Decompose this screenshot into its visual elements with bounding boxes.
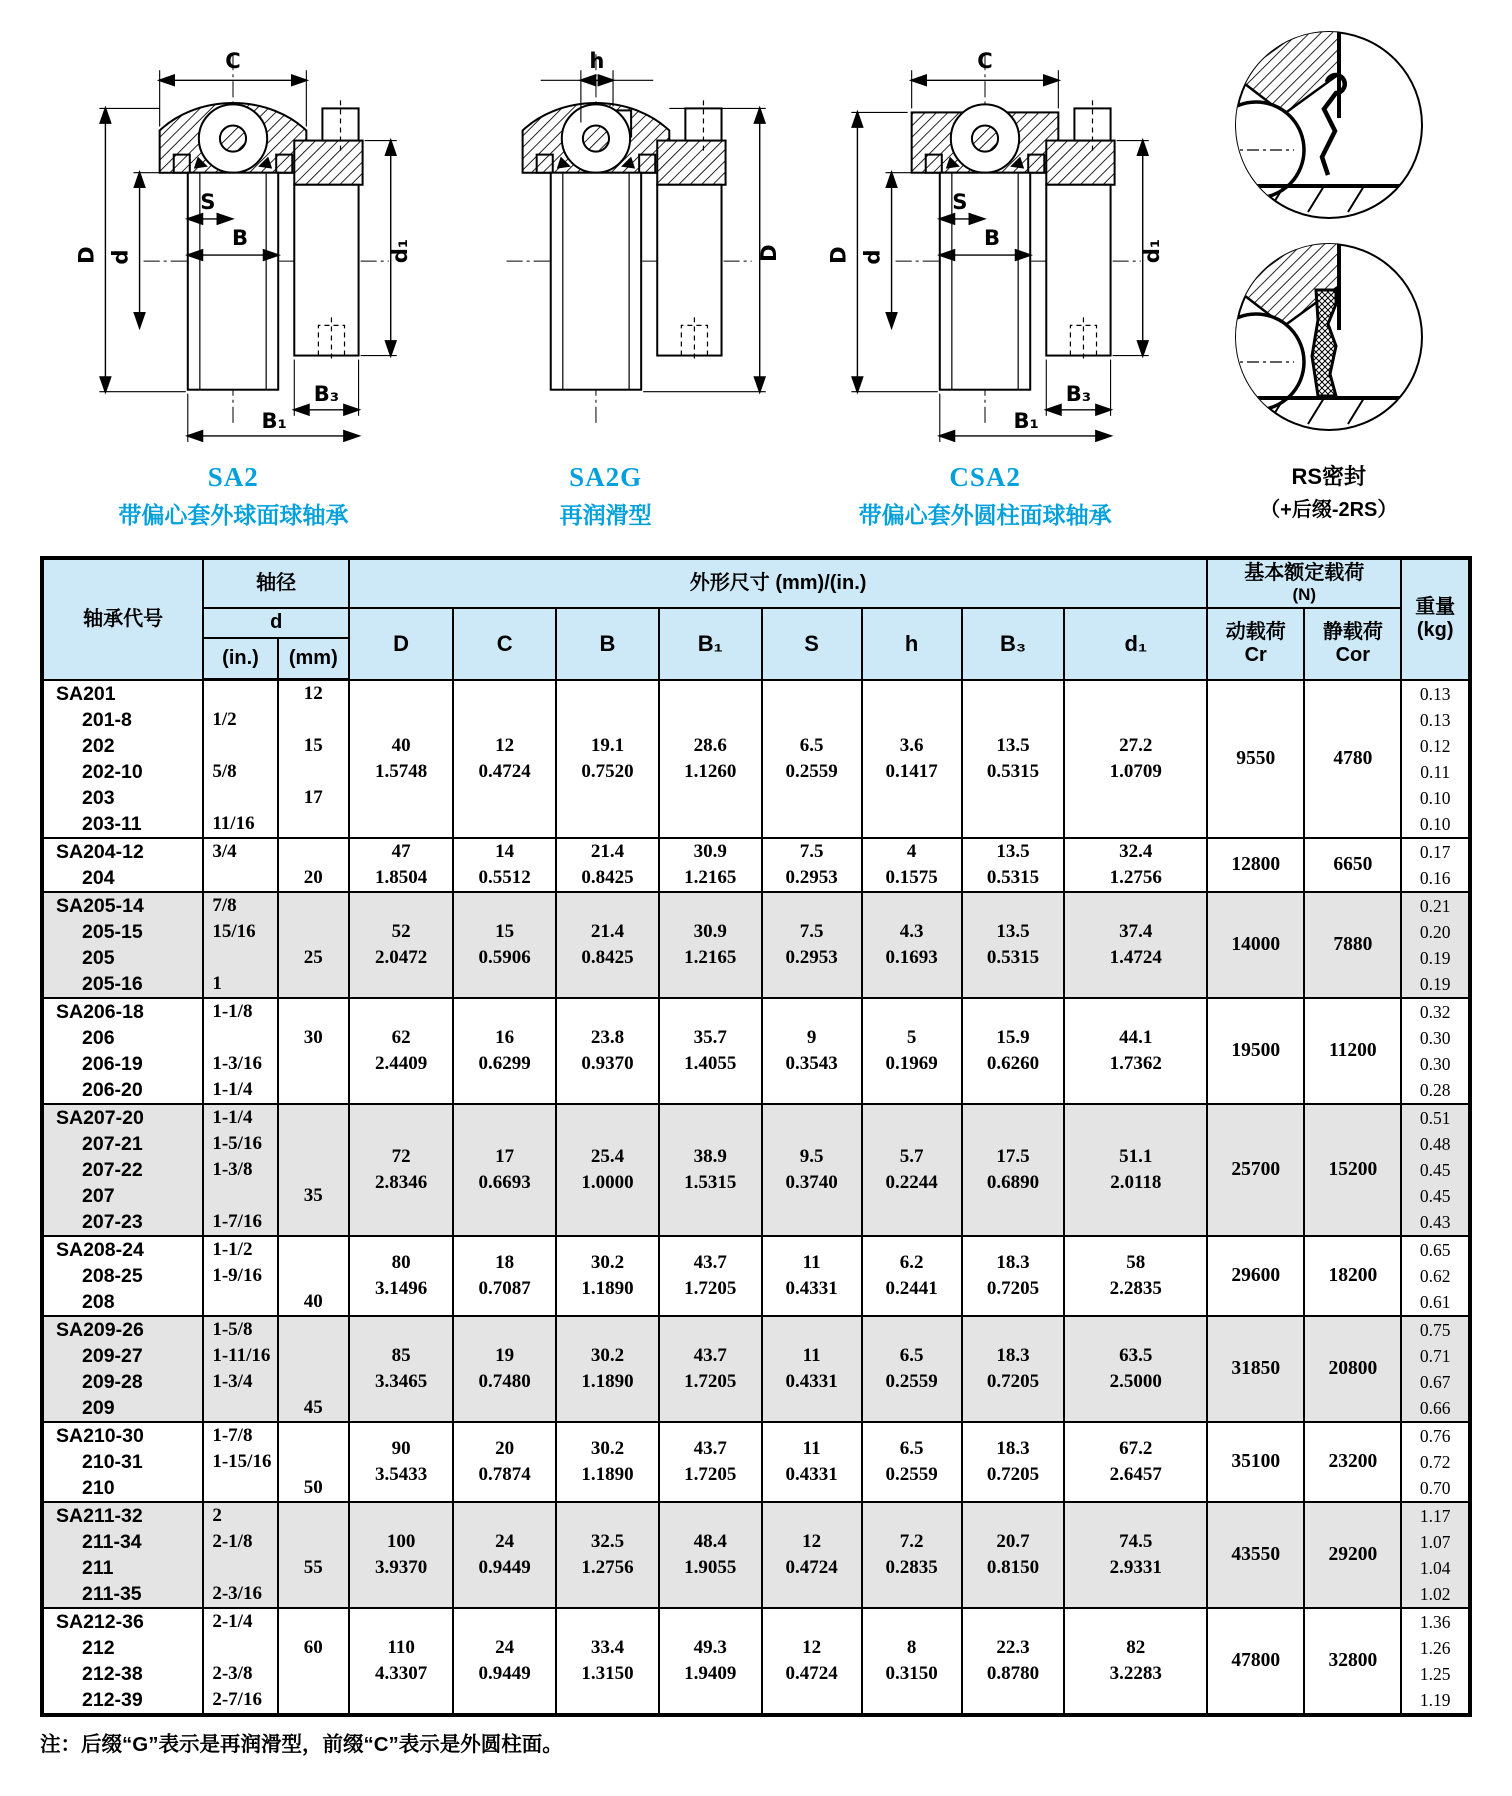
dimension-cell-C: 17 0.6693 <box>453 1104 556 1236</box>
ball-hub <box>583 125 609 151</box>
ball-hub <box>220 125 246 151</box>
inner-ring-left <box>536 155 552 173</box>
col-header-B: B <box>556 608 659 680</box>
table-body <box>42 680 1470 1716</box>
table-row-SA201 <box>42 680 1470 839</box>
bearing-code-cell: SA209-26 209-27 209-28 209 <box>42 1316 203 1422</box>
dimension-cell-B: 30.2 1.1890 <box>556 1422 659 1502</box>
dimension-cell-D: 80 3.1496 <box>349 1236 453 1316</box>
dimension-cell-B₃: 22.3 0.8780 <box>962 1608 1065 1715</box>
dimension-cell-S: 12 0.4724 <box>762 1608 862 1715</box>
col-header-load-rating <box>1207 558 1401 608</box>
ball-hub <box>972 125 998 151</box>
dimension-cell-S: 9 0.3543 <box>762 998 862 1104</box>
shaft-inch-cell: 1-1/2 1-9/16 <box>203 1236 277 1316</box>
dimension-cell-d₁: 67.2 2.6457 <box>1064 1422 1207 1502</box>
dim-label-D: D <box>825 246 851 264</box>
dimension-cell-h: 5 0.1969 <box>862 998 962 1104</box>
dimension-cell-D: 100 3.9370 <box>349 1502 453 1608</box>
dim-label-h: h <box>589 48 605 74</box>
col-header-C: C <box>453 608 556 680</box>
dimension-cell-B: 30.2 1.1890 <box>556 1316 659 1422</box>
static-load-label: 静载荷 <box>1322 620 1383 643</box>
dim-label-S: S <box>200 188 216 214</box>
table-row-SA205-14 <box>42 892 1470 998</box>
bearing-code-cell: SA205-14 205-15 205 205-16 <box>42 892 203 998</box>
dimension-cell-B₃: 13.5 0.5315 <box>962 838 1065 892</box>
inner-ring-right <box>277 155 293 173</box>
dimension-cell-d₁: 37.4 1.4724 <box>1064 892 1207 998</box>
dimension-cell-d₁: 32.4 1.2756 <box>1064 838 1207 892</box>
dim-label-C: C <box>977 48 993 74</box>
bearing-code-cell: SA206-18 206 206-19 206-20 <box>42 998 203 1104</box>
dimension-cell-B₃: 17.5 0.6890 <box>962 1104 1065 1236</box>
table-row-SA211-32 <box>42 1502 1470 1608</box>
weight-label: 重量 <box>1415 596 1456 619</box>
dimension-cell-S: 11 0.4331 <box>762 1316 862 1422</box>
shaft-inch-cell: 7/8 15/16 1 <box>203 892 277 998</box>
figure-caption-csa2: 带偏心套外圆柱面球轴承 <box>858 502 1112 528</box>
dimension-cell-d₁: 74.5 2.9331 <box>1064 1502 1207 1608</box>
figure-caption-sa2: 带偏心套外球面球轴承 <box>118 502 349 528</box>
collar-cylinder <box>295 185 359 356</box>
csa2-bearing-drawing <box>795 22 1175 454</box>
dimension-cell-B₃: 18.3 0.7205 <box>962 1316 1065 1422</box>
dynamic-load-cell: 9550 <box>1207 680 1304 839</box>
dimension-cell-h: 6.2 0.2441 <box>862 1236 962 1316</box>
dimension-cell-d₁: 51.1 2.0118 <box>1064 1104 1207 1236</box>
dimension-cell-D: 85 3.3465 <box>349 1316 453 1422</box>
shaft-mm-cell: 40 <box>278 1236 349 1316</box>
seal-caption-suffix: （+后缀-2RS） <box>1260 499 1398 521</box>
dimension-cell-B₁: 35.7 1.4055 <box>659 998 762 1104</box>
static-load-cell: 18200 <box>1304 1236 1401 1316</box>
dimension-cell-B: 21.4 0.8425 <box>556 892 659 998</box>
dynamic-load-cell: 19500 <box>1207 998 1304 1104</box>
dimension-cell-D: 62 2.4409 <box>349 998 453 1104</box>
weight-cell: 1.36 1.26 1.25 1.19 <box>1401 1608 1470 1715</box>
weight-cell: 0.51 0.48 0.45 0.45 0.43 <box>1401 1104 1470 1236</box>
static-load-cell: 32800 <box>1304 1608 1401 1715</box>
dimension-cell-D: 52 2.0472 <box>349 892 453 998</box>
dimension-cell-B: 32.5 1.2756 <box>556 1502 659 1608</box>
dim-label-d: d <box>859 249 885 265</box>
dimension-cell-B: 21.4 0.8425 <box>556 838 659 892</box>
dimension-cell-D: 72 2.8346 <box>349 1104 453 1236</box>
dim-label-D: D <box>755 244 781 262</box>
weight-cell: 0.17 0.16 <box>1401 838 1470 892</box>
dimension-cell-h: 6.5 0.2559 <box>862 1422 962 1502</box>
dim-label-B3: B₃ <box>1065 380 1092 406</box>
shaft-inch-cell: 1-1/8 1-3/16 1-1/4 <box>203 998 277 1104</box>
weight-cell: 0.21 0.20 0.19 0.19 <box>1401 892 1470 998</box>
col-header-B1: B₁ <box>659 608 762 680</box>
bearing-code-cell: SA210-30 210-31 210 <box>42 1422 203 1502</box>
dimension-cell-d₁: 82 3.2283 <box>1064 1608 1207 1715</box>
dim-label-B: B <box>232 225 249 251</box>
dimension-cell-B₁: 28.6 1.1260 <box>659 680 762 839</box>
load-rating-label: 基本额定载荷 <box>1244 562 1365 584</box>
seal-detail-block <box>1186 22 1472 522</box>
collar-cylinder <box>657 185 721 356</box>
dimension-cell-B: 19.1 0.7520 <box>556 680 659 839</box>
collar-cylinder <box>1046 185 1110 356</box>
dynamic-load-cell: 47800 <box>1207 1608 1304 1715</box>
col-header-dynamic-load <box>1207 608 1304 680</box>
table-row-SA212-36 <box>42 1608 1470 1715</box>
table-row-SA204-12 <box>42 838 1470 892</box>
shaft-mm-cell: 55 <box>278 1502 349 1608</box>
static-load-cell: 6650 <box>1304 838 1401 892</box>
shaft-inch-cell: 1-7/8 1-15/16 <box>203 1422 277 1502</box>
dimension-cell-C: 15 0.5906 <box>453 892 556 998</box>
figures-row <box>40 22 1472 554</box>
shaft-mm-cell: 12 15 17 <box>278 680 349 839</box>
weight-cell: 0.75 0.71 0.67 0.66 <box>1401 1316 1470 1422</box>
shaft-inch-cell: 1-5/8 1-11/16 1-3/4 <box>203 1316 277 1422</box>
seal-caption-title: RS密封 <box>1291 464 1367 489</box>
figure-sa2 <box>40 22 427 530</box>
dimension-cell-S: 6.5 0.2559 <box>762 680 862 839</box>
dim-label-B3: B₃ <box>314 380 340 406</box>
dim-label-B1: B₁ <box>261 407 288 433</box>
weight-cell: 0.76 0.72 0.70 <box>1401 1422 1470 1502</box>
col-header-mm: (mm) <box>278 638 349 680</box>
dim-label-B1: B₁ <box>1013 407 1039 433</box>
dimension-cell-h: 6.5 0.2559 <box>862 1316 962 1422</box>
rs-seal-detail-drawing <box>1184 22 1474 454</box>
shaft-mm-cell: 60 <box>278 1608 349 1715</box>
col-header-dimensions: 外形尺寸 (mm)/(in.) <box>349 558 1207 608</box>
load-rating-unit: (N) <box>1292 585 1317 604</box>
eccentric-collar <box>1046 141 1114 185</box>
dimension-cell-S: 11 0.4331 <box>762 1422 862 1502</box>
weight-cell: 0.65 0.62 0.61 <box>1401 1236 1470 1316</box>
dynamic-load-cell: 31850 <box>1207 1316 1304 1422</box>
bearing-code-cell: SA204-12 204 <box>42 838 203 892</box>
dim-label-B: B <box>984 225 1001 251</box>
dimension-cell-C: 14 0.5512 <box>453 838 556 892</box>
dimension-cell-D: 90 3.5433 <box>349 1422 453 1502</box>
dimension-cell-S: 7.5 0.2953 <box>762 892 862 998</box>
dimension-cell-C: 20 0.7874 <box>453 1422 556 1502</box>
dynamic-load-cell: 12800 <box>1207 838 1304 892</box>
bearing-code-cell: SA201 201-8 202 202-10 203 203-11 <box>42 680 203 839</box>
dynamic-load-label: 动载荷 <box>1225 620 1286 643</box>
dimension-cell-D: 40 1.5748 <box>349 680 453 839</box>
dimension-cell-S: 9.5 0.3740 <box>762 1104 862 1236</box>
sa2g-bearing-drawing <box>416 22 796 454</box>
bearing-code-cell: SA208-24 208-25 208 <box>42 1236 203 1316</box>
shaft-mm-cell: 50 <box>278 1422 349 1502</box>
dimension-cell-S: 11 0.4331 <box>762 1236 862 1316</box>
col-header-d: d <box>203 608 349 638</box>
shaft-inch-cell: 1/2 5/8 11/16 <box>203 680 277 839</box>
shaft-mm-cell: 20 <box>278 838 349 892</box>
footnote: 注：后缀“G”表示是再润滑型，前缀“C”表示是外圆柱面。 <box>40 1733 563 1757</box>
dynamic-load-symbol: Cr <box>1244 643 1267 666</box>
dim-label-C: C <box>225 48 242 74</box>
dimension-cell-C: 24 0.9449 <box>453 1502 556 1608</box>
col-header-B3: B₃ <box>962 608 1065 680</box>
weight-cell: 0.13 0.13 0.12 0.11 0.10 0.10 <box>1401 680 1470 839</box>
figure-caption-sa2g: 再润滑型 <box>559 502 652 528</box>
bearing-code-cell: SA211-32 211-34 211 211-35 <box>42 1502 203 1608</box>
dimension-cell-B₁: 30.9 1.2165 <box>659 892 762 998</box>
figure-model-csa2: CSA2 <box>949 462 1021 492</box>
table-row-SA208-24 <box>42 1236 1470 1316</box>
col-header-h: h <box>862 608 962 680</box>
dimension-cell-D: 47 1.8504 <box>349 838 453 892</box>
dimension-cell-B₃: 13.5 0.5315 <box>962 680 1065 839</box>
dimension-cell-B₃: 13.5 0.5315 <box>962 892 1065 998</box>
dimension-cell-C: 12 0.4724 <box>453 680 556 839</box>
dimension-cell-C: 24 0.9449 <box>453 1608 556 1715</box>
dimension-cell-h: 7.2 0.2835 <box>862 1502 962 1608</box>
dimension-cell-B₁: 43.7 1.7205 <box>659 1236 762 1316</box>
dimension-cell-B: 33.4 1.3150 <box>556 1608 659 1715</box>
figure-model-sa2: SA2 <box>207 462 259 492</box>
dimension-cell-B: 23.8 0.9370 <box>556 998 659 1104</box>
dimension-cell-D: 110 4.3307 <box>349 1608 453 1715</box>
rubber-seal-profile <box>1312 290 1336 396</box>
dimension-cell-B₁: 43.7 1.7205 <box>659 1422 762 1502</box>
dimension-cell-C: 16 0.6299 <box>453 998 556 1104</box>
dimension-cell-B₃: 20.7 0.8150 <box>962 1502 1065 1608</box>
static-load-cell: 29200 <box>1304 1502 1401 1608</box>
col-header-S: S <box>762 608 862 680</box>
figure-csa2 <box>785 22 1186 530</box>
shaft-inch-cell: 2-1/4 2-3/8 2-7/16 <box>203 1608 277 1715</box>
inner-ring-left <box>926 155 942 173</box>
dimension-cell-d₁: 63.5 2.5000 <box>1064 1316 1207 1422</box>
dim-label-S: S <box>952 188 968 214</box>
sa2-bearing-drawing <box>43 22 423 454</box>
shaft-mm-cell: 30 <box>278 998 349 1104</box>
dimension-cell-d₁: 44.1 1.7362 <box>1064 998 1207 1104</box>
eccentric-collar <box>295 141 363 185</box>
dimension-cell-d₁: 27.2 1.0709 <box>1064 680 1207 839</box>
dimension-cell-S: 7.5 0.2953 <box>762 838 862 892</box>
static-load-cell: 7880 <box>1304 892 1401 998</box>
dimension-cell-S: 12 0.4724 <box>762 1502 862 1608</box>
dimension-cell-B₁: 30.9 1.2165 <box>659 838 762 892</box>
shaft-mm-cell: 45 <box>278 1316 349 1422</box>
static-load-symbol: Cor <box>1335 643 1371 666</box>
dynamic-load-cell: 14000 <box>1207 892 1304 998</box>
dimension-cell-B₁: 49.3 1.9409 <box>659 1608 762 1715</box>
static-load-cell: 20800 <box>1304 1316 1401 1422</box>
col-header-weight <box>1401 558 1470 680</box>
weight-cell: 0.32 0.30 0.30 0.28 <box>1401 998 1470 1104</box>
inner-ring-left <box>174 155 190 173</box>
dim-label-d1: d₁ <box>1138 238 1164 264</box>
col-header-static-load <box>1304 608 1401 680</box>
dimension-cell-h: 3.6 0.1417 <box>862 680 962 839</box>
dynamic-load-cell: 35100 <box>1207 1422 1304 1502</box>
table-row-SA209-26 <box>42 1316 1470 1422</box>
bearing-code-cell: SA207-20 207-21 207-22 207 207-23 <box>42 1104 203 1236</box>
static-load-cell: 11200 <box>1304 998 1401 1104</box>
dim-label-D: D <box>73 246 99 264</box>
bearing-code-cell: SA212-36 212 212-38 212-39 <box>42 1608 203 1715</box>
table-row-SA207-20 <box>42 1104 1470 1236</box>
dimension-cell-C: 19 0.7480 <box>453 1316 556 1422</box>
dynamic-load-cell: 43550 <box>1207 1502 1304 1608</box>
col-header-d1: d₁ <box>1064 608 1207 680</box>
dimension-cell-B₁: 38.9 1.5315 <box>659 1104 762 1236</box>
dimension-cell-h: 8 0.3150 <box>862 1608 962 1715</box>
col-header-D: D <box>349 608 453 680</box>
shaft-inch-cell: 3/4 <box>203 838 277 892</box>
dimension-cell-B₃: 18.3 0.7205 <box>962 1236 1065 1316</box>
dimension-cell-h: 5.7 0.2244 <box>862 1104 962 1236</box>
col-header-bearing-code: 轴承代号 <box>42 558 203 680</box>
table-header <box>42 558 1470 680</box>
eccentric-collar <box>657 141 725 185</box>
table-row-SA210-30 <box>42 1422 1470 1502</box>
static-load-cell: 23200 <box>1304 1422 1401 1502</box>
dim-label-d1: d₁ <box>387 238 413 264</box>
dimension-cell-h: 4.3 0.1693 <box>862 892 962 998</box>
inner-ring-right <box>639 155 655 173</box>
shaft-mm-cell: 25 <box>278 892 349 998</box>
col-header-shaft-dia: 轴径 <box>203 558 349 608</box>
dynamic-load-cell: 25700 <box>1207 1104 1304 1236</box>
figure-model-sa2g: SA2G <box>569 462 643 492</box>
dynamic-load-cell: 29600 <box>1207 1236 1304 1316</box>
inner-ring-right <box>1028 155 1044 173</box>
figure-sa2g <box>427 22 785 530</box>
dimension-cell-C: 18 0.7087 <box>453 1236 556 1316</box>
dimension-cell-d₁: 58 2.2835 <box>1064 1236 1207 1316</box>
dimension-cell-h: 4 0.1575 <box>862 838 962 892</box>
static-load-cell: 15200 <box>1304 1104 1401 1236</box>
shaft-inch-cell: 1-1/4 1-5/16 1-3/8 1-7/16 <box>203 1104 277 1236</box>
dim-label-d: d <box>107 249 133 265</box>
static-load-cell: 4780 <box>1304 680 1401 839</box>
shaft-inch-cell: 2 2-1/8 2-3/16 <box>203 1502 277 1608</box>
shaft-sleeve <box>550 173 640 390</box>
dimension-cell-B₁: 48.4 1.9055 <box>659 1502 762 1608</box>
table-row-SA206-18 <box>42 998 1470 1104</box>
shaft-mm-cell: 35 <box>278 1104 349 1236</box>
bearing-spec-table <box>40 556 1472 1717</box>
weight-unit: (kg) <box>1416 619 1454 642</box>
dimension-cell-B: 25.4 1.0000 <box>556 1104 659 1236</box>
weight-cell: 1.17 1.07 1.04 1.02 <box>1401 1502 1470 1608</box>
dimension-cell-B₁: 43.7 1.7205 <box>659 1316 762 1422</box>
dimension-cell-B₃: 18.3 0.7205 <box>962 1422 1065 1502</box>
col-header-inch: (in.) <box>203 638 277 680</box>
dimension-cell-B: 30.2 1.1890 <box>556 1236 659 1316</box>
dimension-cell-B₃: 15.9 0.6260 <box>962 998 1065 1104</box>
